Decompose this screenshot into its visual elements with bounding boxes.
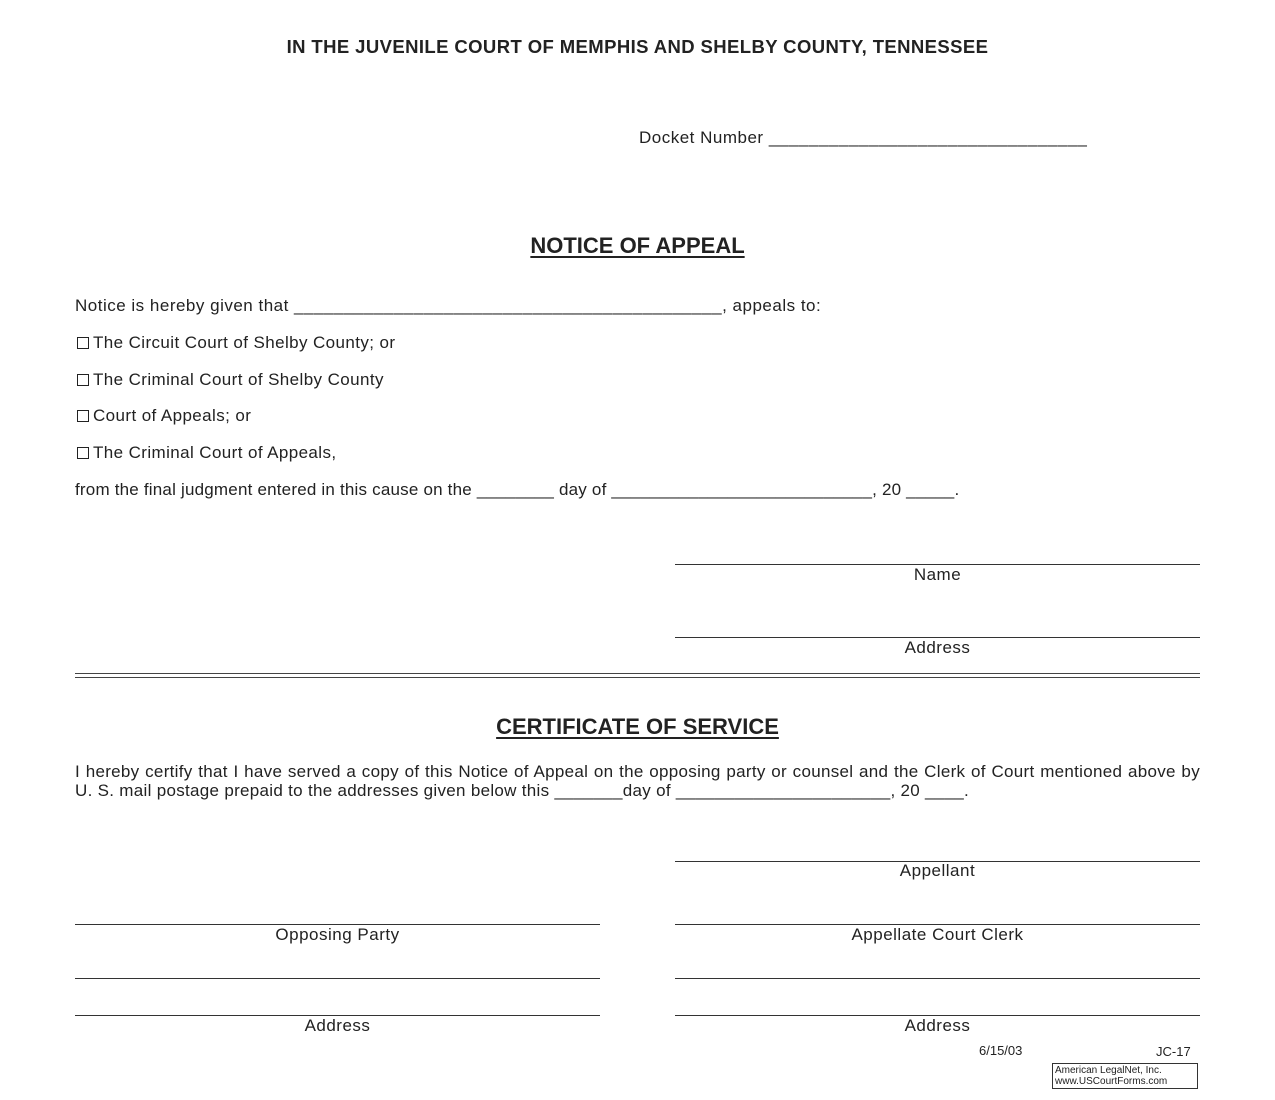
name-label: Name: [913, 565, 962, 584]
clerk-address-label: Address: [904, 1016, 971, 1035]
publisher-stamp: [1052, 1063, 1198, 1089]
option-label: The Criminal Court of Appeals,: [93, 443, 337, 462]
certificate-text: I hereby certify that I have served a copy of this Notice of Appeal on the opposing party or counsel and the Clerk of Court mentioned above by U. S. mail postage prepaid to the addresses given below this _______day of ______________________, 20 ____.: [75, 762, 1200, 800]
judgment-date-line: from the final judgment entered in this cause on the ________ day of ___________________________, 20 _____.: [75, 480, 960, 499]
option-label: The Circuit Court of Shelby County; or: [93, 333, 396, 352]
address-label: Address: [904, 638, 971, 657]
checkbox-icon[interactable]: [77, 337, 89, 349]
clerk-address-line-1[interactable]: [675, 978, 1200, 979]
opposing-address-line-1[interactable]: [75, 978, 600, 979]
checkbox-icon[interactable]: [77, 447, 89, 459]
appellant-label: Appellant: [899, 861, 976, 880]
publisher-name: American LegalNet, Inc.: [1055, 1065, 1162, 1076]
option-criminal-court[interactable]: [75, 370, 384, 390]
clerk-label: Appellate Court Clerk: [851, 925, 1024, 944]
notice-of-appeal-title: NOTICE OF APPEAL: [530, 233, 745, 258]
form-number: JC-17: [1156, 1044, 1191, 1059]
checkbox-icon[interactable]: [77, 374, 89, 386]
court-heading: IN THE JUVENILE COURT OF MEMPHIS AND SHELBY COUNTY, TENNESSEE: [286, 36, 989, 57]
notice-intro-line: Notice is hereby given that ___________________________________________, appeals to:: [75, 296, 822, 315]
publisher-website: www.USCourtForms.com: [1055, 1076, 1168, 1087]
option-court-of-appeals[interactable]: [75, 406, 251, 426]
section-divider: [75, 673, 1200, 678]
option-circuit-court[interactable]: [75, 333, 395, 353]
checkbox-icon[interactable]: [77, 410, 89, 422]
option-label: Court of Appeals; or: [93, 406, 252, 425]
option-criminal-court-of-appeals[interactable]: [75, 443, 337, 463]
form-revision-date: 6/15/03: [979, 1043, 1023, 1058]
certificate-of-service-title: CERTIFICATE OF SERVICE: [496, 714, 779, 739]
docket-number-line: Docket Number ________________________________: [639, 128, 1088, 147]
opposing-address-label: Address: [304, 1016, 371, 1035]
opposing-party-label: Opposing Party: [275, 925, 400, 944]
option-label: The Criminal Court of Shelby County: [93, 370, 384, 389]
